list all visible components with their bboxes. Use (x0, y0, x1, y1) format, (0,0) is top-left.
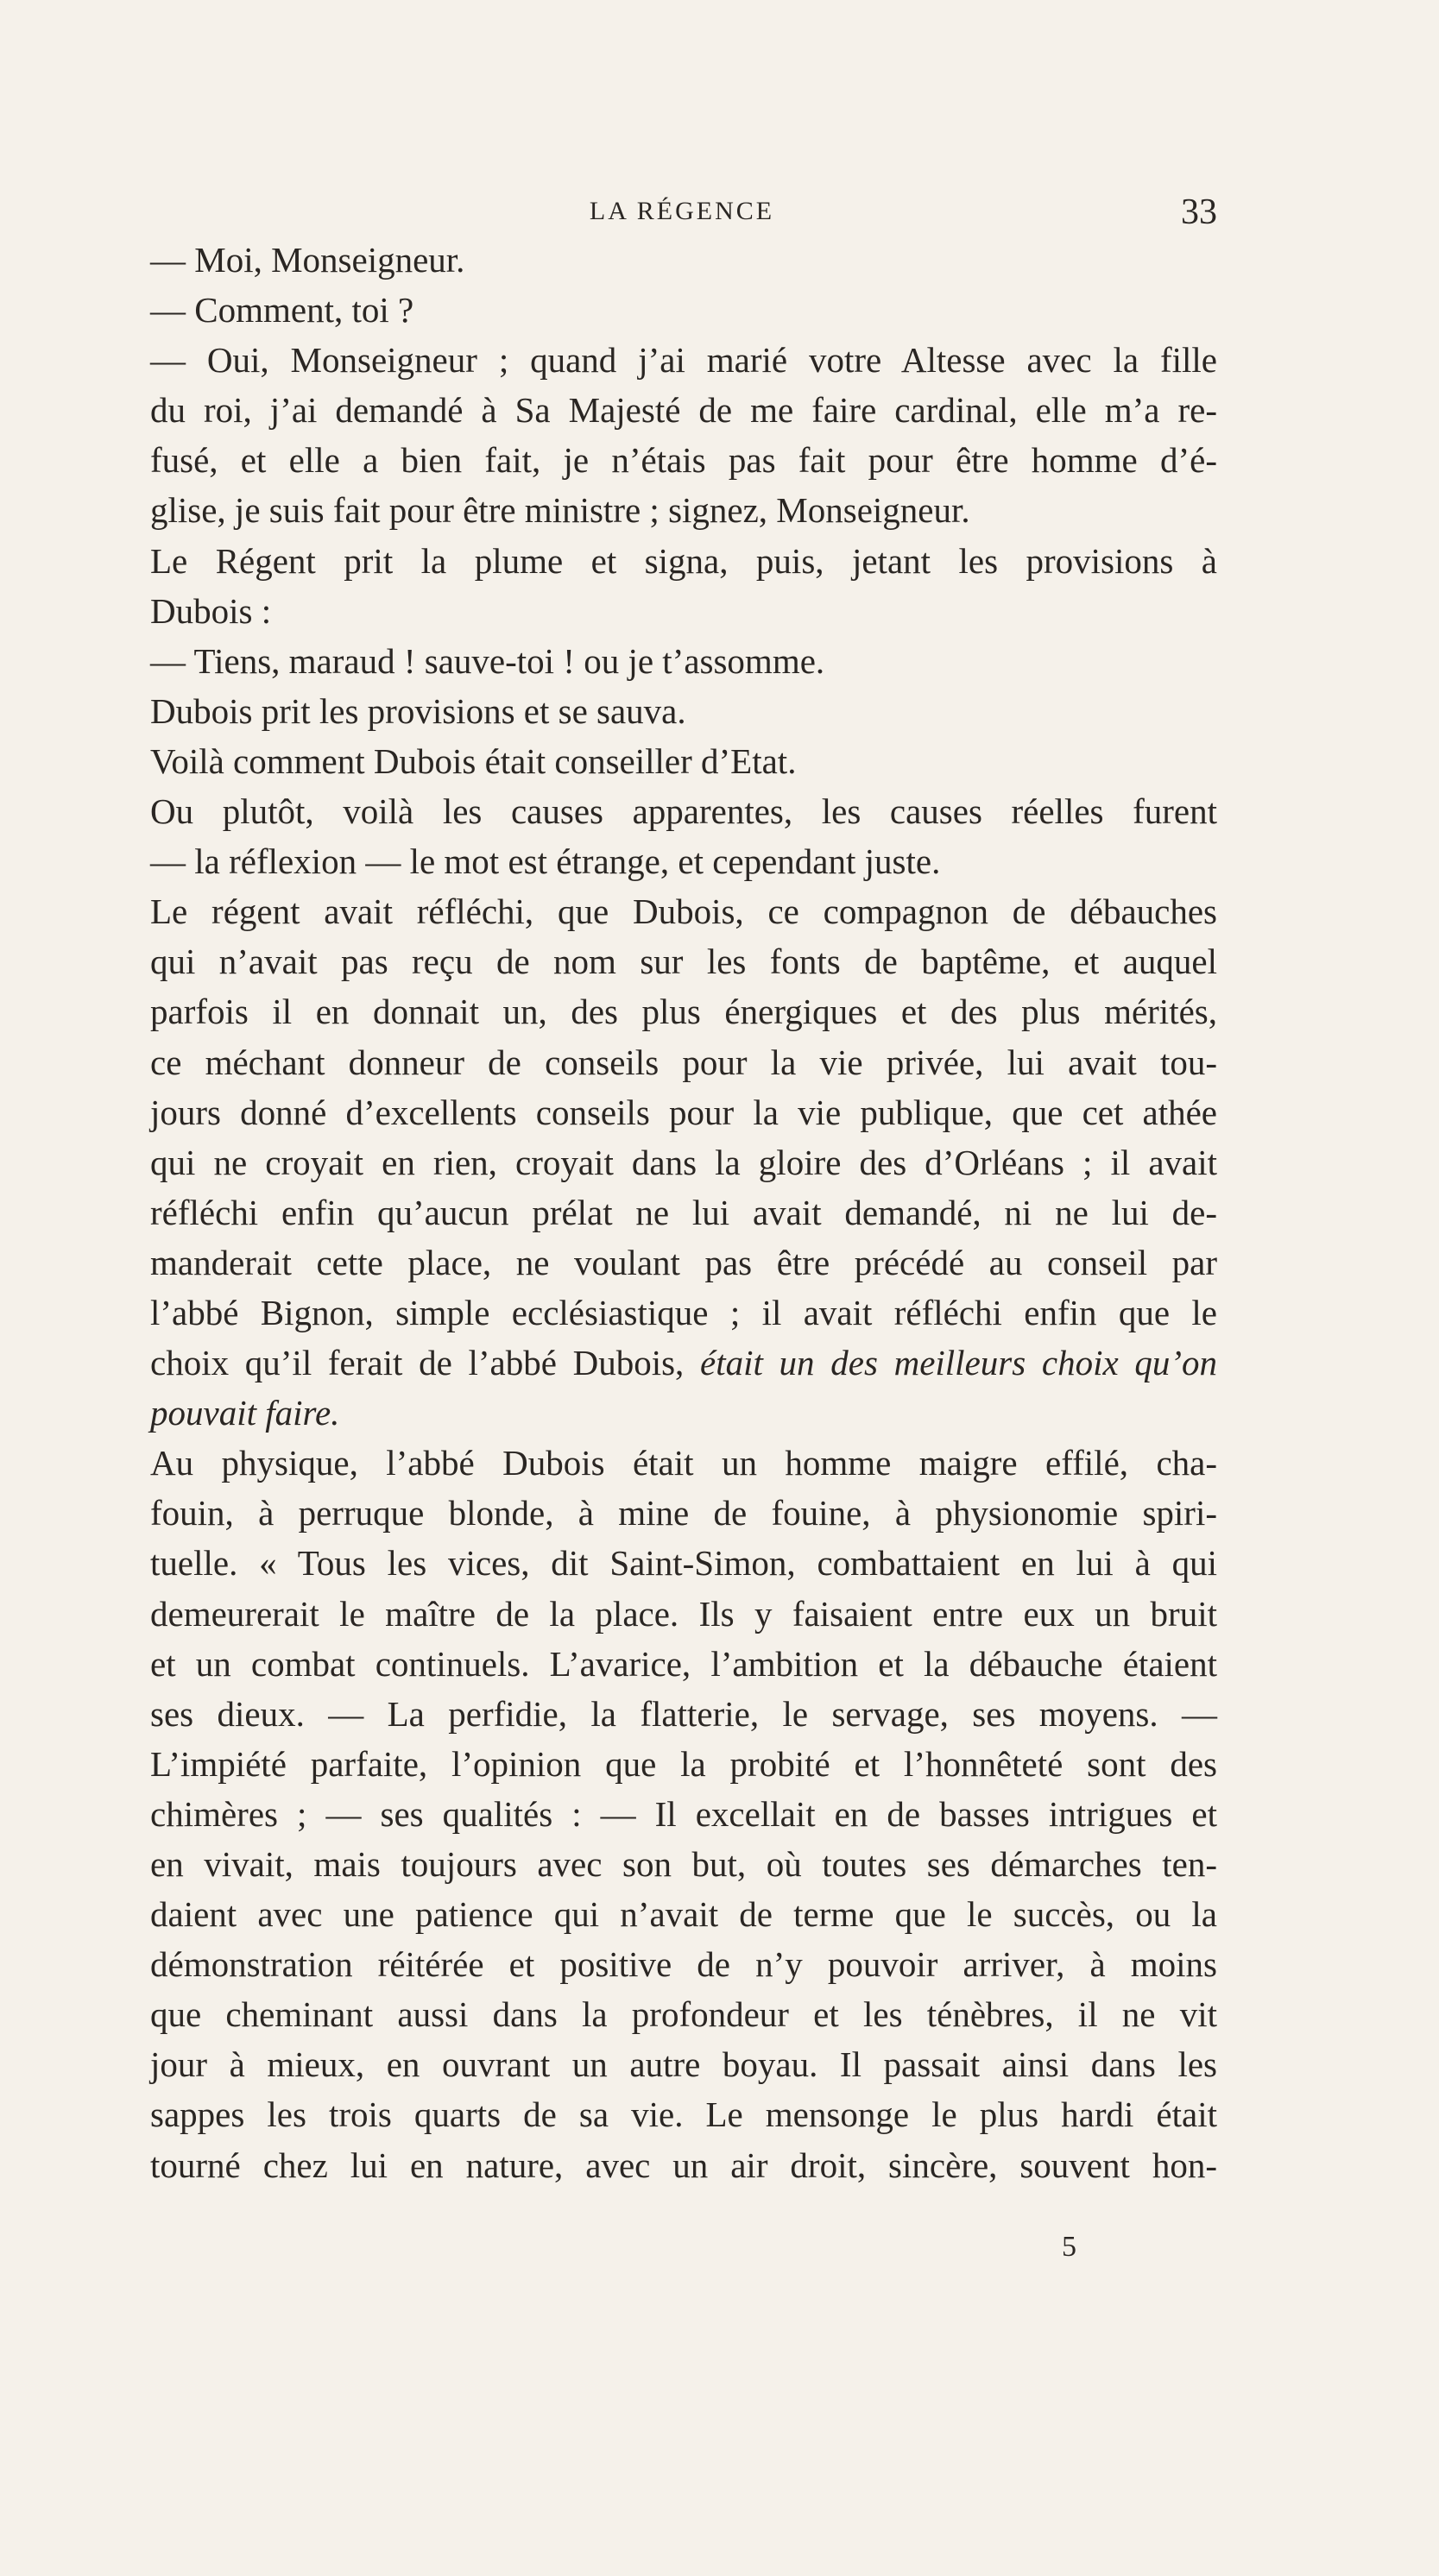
text-line (150, 1488, 1217, 1538)
text-line (150, 1137, 1217, 1187)
text-line-content: demeurerait le maître de la place. Ils y faisaient entre eux un bruit (150, 1593, 1217, 1634)
body-text (150, 235, 1217, 2190)
text-line (150, 1639, 1217, 1689)
text-line (150, 235, 1217, 285)
page-number: 33 (1181, 192, 1217, 232)
text-line-content: Le Régent prit la plume et signa, puis, jetant les provisions à (150, 540, 1217, 581)
text-line-content: fusé, et elle a bien fait, je n’étais pas fait pour être homme d’é- (150, 440, 1217, 481)
text-line-content: réfléchi enfin qu’aucun prélat ne lui avait demandé, ni ne lui de- (150, 1192, 1217, 1232)
text-line (150, 1889, 1217, 1939)
text-line-content: — Tiens, maraud ! sauve-toi ! ou je t’assomme. (150, 640, 825, 681)
page-header (147, 192, 1217, 235)
text-line-content: Au physique, l’abbé Dubois était un homme maigre effilé, cha- (150, 1443, 1217, 1483)
text-line (150, 1087, 1217, 1137)
text-line (150, 1739, 1217, 1789)
text-line-content: fouin, à perruque blonde, à mine de fouine, à physionomie spiri- (150, 1493, 1217, 1534)
text-line-content: sappes les trois quarts de sa vie. Le mensonge le plus hardi était (150, 2094, 1217, 2135)
text-line (150, 886, 1217, 936)
text-line-content: et un combat continuels. L’avarice, l’ambition et la débauche étaient (150, 1643, 1217, 1684)
text-line (150, 385, 1217, 435)
text-line-content: daient avec une patience qui n’avait de terme que le succès, ou la (150, 1894, 1217, 1935)
text-line (150, 786, 1217, 836)
text-line (150, 986, 1217, 1036)
text-line-content: tourné chez lui en nature, avec un air droit, sincère, souvent hon- (150, 2145, 1217, 2185)
text-line-content: — Oui, Monseigneur ; quand j’ai marié votre Altesse avec la fille (150, 340, 1217, 381)
text-line (150, 1589, 1217, 1639)
text-line (150, 1989, 1217, 2039)
italic-quote: était un des meilleurs choix qu’on (700, 1343, 1217, 1383)
text-line (150, 285, 1217, 335)
text-line-content: parfois il en donnait un, des plus énergiques et des plus mérités, (150, 992, 1217, 1032)
signature-mark: 5 (1062, 2231, 1076, 2263)
text-line-content: manderait cette place, ne voulant pas être précédé au conseil par (150, 1242, 1217, 1282)
text-line (150, 736, 1217, 786)
text-line-content: Le régent avait réfléchi, que Dubois, ce compagnon de débauches (150, 891, 1217, 932)
text-line-content: glise, je suis fait pour être ministre ; signez, Monseigneur. (150, 490, 970, 531)
text-line-content: — Comment, toi ? (150, 290, 414, 331)
text-line-content: qui n’avait pas reçu de nom sur les fonts de baptême, et auquel (150, 942, 1217, 982)
text-line (150, 1538, 1217, 1588)
text-line-content: jours donné d’excellents conseils pour la vie publique, que cet athée (150, 1092, 1217, 1132)
text-line (150, 686, 1217, 736)
text-line (150, 1238, 1217, 1288)
text-line-content: démonstration réitérée et positive de n’y pouvoir arriver, à moins (150, 1944, 1217, 1985)
text-line-content: jour à mieux, en ouvrant un autre boyau. Il passait ainsi dans les (150, 2044, 1217, 2085)
text-line (150, 936, 1217, 986)
text-line-content: — Moi, Monseigneur. (150, 240, 465, 280)
text-line (150, 636, 1217, 686)
text-line-content: tuelle. « Tous les vices, dit Saint-Simon, combattaient en lui à qui (150, 1543, 1217, 1584)
text-line-content: Ou plutôt, voilà les causes apparentes, les causes réelles furent (150, 791, 1217, 832)
text-line-content: ce méchant donneur de conseils pour la vie privée, lui avait tou- (150, 1042, 1217, 1082)
text-line-content: en vivait, mais toujours avec son but, où toutes ses démarches ten- (150, 1844, 1217, 1884)
text-line (150, 2039, 1217, 2089)
text-line (150, 335, 1217, 385)
text-line-content: Dubois prit les provisions et se sauva. (150, 690, 686, 731)
text-line (150, 1288, 1217, 1338)
text-line-content: du roi, j’ai demandé à Sa Majesté de me faire cardinal, elle m’a re- (150, 390, 1217, 431)
text-line-content: qui ne croyait en rien, croyait dans la gloire des d’Orléans ; il avait (150, 1142, 1217, 1182)
text-line (150, 536, 1217, 586)
text-line-content: que cheminant aussi dans la profondeur et les ténèbres, il ne vit (150, 1994, 1217, 2035)
text-line (150, 1187, 1217, 1238)
text-line-content: chimères ; — ses qualités : — Il excellait en de basses intrigues et (150, 1793, 1217, 1834)
text-line-content: — la réflexion — le mot est étrange, et cependant juste. (150, 841, 941, 882)
text-line-content: L’impiété parfaite, l’opinion que la probité et l’honnêteté sont des (150, 1743, 1217, 1784)
text-line (150, 1438, 1217, 1488)
text-line-content: choix qu’il ferait de l’abbé Dubois, (150, 1343, 685, 1383)
text-line-content: l’abbé Bignon, simple ecclésiastique ; il avait réfléchi enfin que le (150, 1292, 1217, 1332)
text-line (150, 1939, 1217, 1989)
text-line (150, 1037, 1217, 1087)
text-line (150, 836, 1217, 886)
text-line (150, 1338, 1217, 1388)
text-line (150, 2089, 1217, 2139)
text-line-content: ses dieux. — La perfidie, la flatterie, le servage, ses moyens. — (150, 1693, 1217, 1734)
italic-quote: pouvait faire. (150, 1393, 340, 1433)
text-line-content: Voilà comment Dubois était conseiller d’Etat. (150, 740, 797, 781)
text-line (150, 1839, 1217, 1889)
text-line (150, 586, 1217, 636)
text-line (150, 2140, 1217, 2190)
text-line (150, 485, 1217, 535)
text-line-content: Dubois : (150, 590, 272, 631)
running-title: LA RÉGENCE (589, 197, 775, 225)
text-line (150, 1689, 1217, 1739)
text-line (150, 1789, 1217, 1839)
text-line (150, 1388, 1217, 1438)
text-line (150, 435, 1217, 485)
